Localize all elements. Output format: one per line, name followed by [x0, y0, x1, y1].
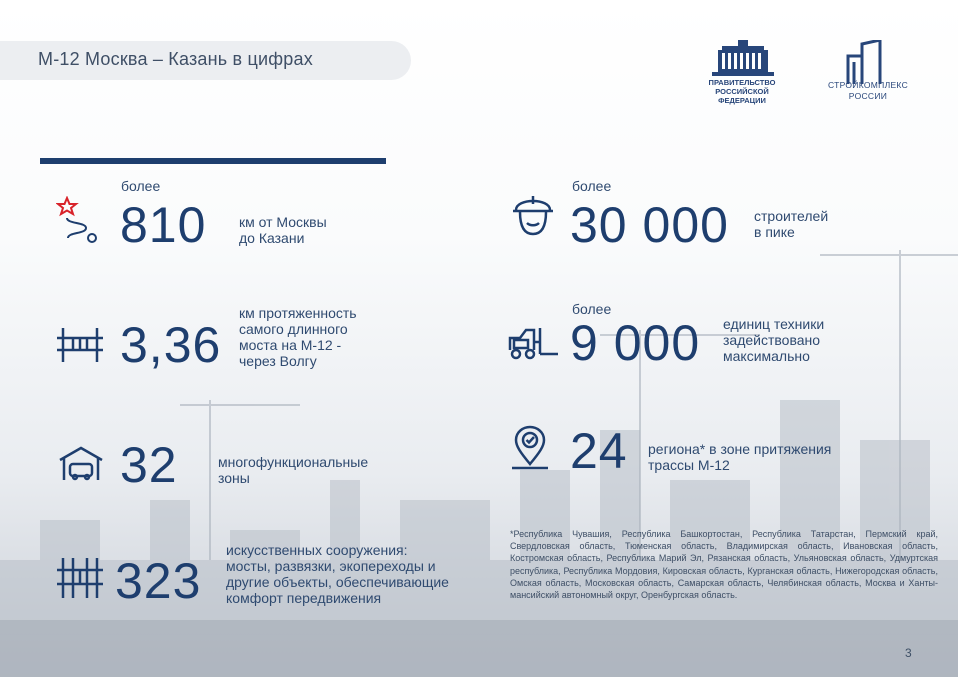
- page-title: М-12 Москва – Казань в цифрах: [38, 49, 313, 69]
- stat-prefix: более: [121, 178, 161, 194]
- regions-footnote: *Республика Чувашия, Республика Башкортостан, Республика Татарстан, Пермский край, Свердловская область, Тюменская область, Владимирская область, Ивановская область, Костромская область, Республика Марий Эл, Рязанская область, Ульяновская область, Удмуртская республика, Республика Мордовия, Кировская область, Курганская область, Нижегородская область, Омская область, Московская область, Самарская область, Челябинская область, Москва и Ханты-мансийский автономный округ, Оренбургская область.: [510, 529, 938, 601]
- accent-line: [40, 158, 386, 164]
- stat-description: строителей в пике: [754, 208, 829, 240]
- stat-value: 9 000: [570, 315, 701, 371]
- forklift-icon: [506, 326, 560, 360]
- stat-prefix: более: [572, 301, 612, 317]
- stat-value: 30 000: [570, 197, 729, 253]
- location-pin-icon: [508, 424, 552, 472]
- route-icon: [56, 196, 106, 244]
- bridge-icon: [55, 324, 105, 364]
- worker-icon: [510, 190, 556, 240]
- stat-prefix: более: [572, 178, 612, 194]
- stroykompleks-logo: [840, 40, 890, 84]
- structures-icon: [55, 556, 105, 600]
- stroykompleks-logo-text: СТРОЙКОМПЛЕКС РОССИИ: [827, 80, 909, 101]
- page-number: 3: [905, 646, 912, 660]
- government-logo-text: ПРАВИТЕЛЬСТВО РОССИЙСКОЙ ФЕДЕРАЦИИ: [708, 78, 776, 105]
- stat-description: искусственных сооружения: мосты, развязки, экопереходы и другие объекты, обеспечивающие комфорт передвижения: [226, 542, 449, 606]
- stat-value: 323: [115, 553, 202, 609]
- stat-value: 810: [120, 197, 207, 253]
- stat-description: единиц техники задействовано максимально: [723, 316, 825, 364]
- stat-value: 32: [120, 437, 178, 493]
- service-zone-icon: [56, 444, 106, 484]
- stat-description: многофункциональные зоны: [218, 454, 369, 486]
- stat-value: 3,36: [120, 317, 222, 373]
- stat-description: км от Москвы до Казани: [239, 214, 327, 246]
- stat-value: 24: [570, 423, 628, 479]
- stat-description: км протяженность самого длинного моста на М-12 - через Волгу: [239, 305, 357, 369]
- stat-description: региона* в зоне притяжения трассы М-12: [648, 441, 832, 473]
